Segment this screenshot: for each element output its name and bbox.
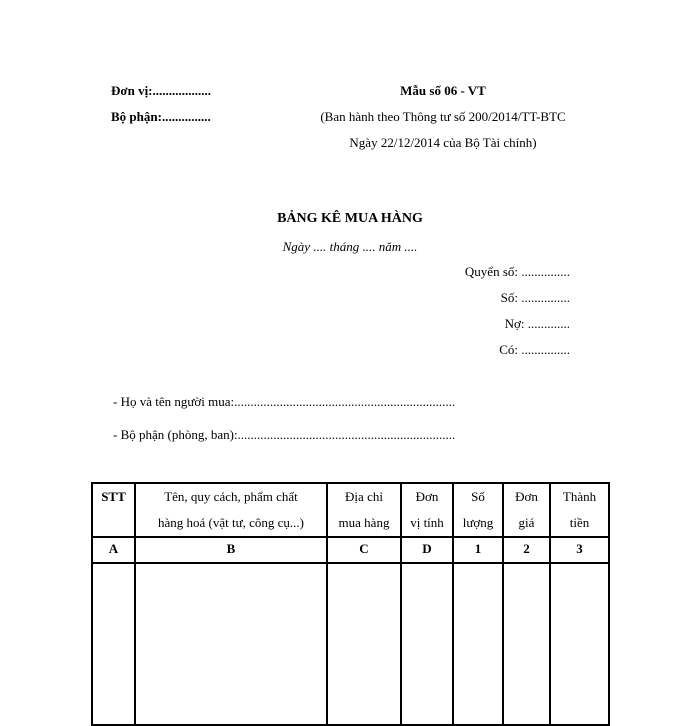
column-code: B xyxy=(135,537,327,563)
document-title: BẢNG KÊ MUA HÀNG xyxy=(277,211,423,226)
column-header-line: Thành xyxy=(562,489,597,504)
buyer-name-line: - Họ và tên người mua:.................................................................... xyxy=(113,394,456,409)
table-row xyxy=(92,563,609,725)
column-header-line: tiền xyxy=(569,515,590,530)
issued-date-note: Ngày 22/12/2014 của Bộ Tài chính) xyxy=(349,135,537,150)
column-header-line: lượng xyxy=(462,515,494,530)
table-cell xyxy=(327,563,401,725)
column-code: 2 xyxy=(503,537,550,563)
column-header-amount xyxy=(550,483,609,537)
column-header-line: vị tính xyxy=(410,515,444,530)
column-header-line: Đơn xyxy=(515,489,538,504)
ref-voucher-number: Số: ............... xyxy=(500,290,570,305)
column-code: D xyxy=(401,537,453,563)
column-header-stt xyxy=(92,483,135,537)
table-cell xyxy=(92,563,135,725)
column-header-address xyxy=(327,483,401,537)
column-header-line: mua hàng xyxy=(338,515,390,530)
column-code: 3 xyxy=(550,537,609,563)
buyer-department-line: - Bộ phận (phòng, ban):................................................................... xyxy=(113,427,456,442)
column-header-line: STT xyxy=(101,489,126,504)
column-code: C xyxy=(327,537,401,563)
table-cell xyxy=(453,563,503,725)
purchase-table xyxy=(91,482,610,726)
column-header-line: Số xyxy=(471,489,485,504)
column-header-quantity xyxy=(453,483,503,537)
form-number: Mẫu số 06 - VT xyxy=(400,83,486,98)
column-header-line: Địa chỉ xyxy=(345,489,383,504)
column-header-line: Tên, quy cách, phẩm chất xyxy=(164,489,298,504)
department-field: Bộ phận:............... xyxy=(111,109,211,124)
column-code: A xyxy=(92,537,135,563)
column-header-item xyxy=(135,483,327,537)
table-cell xyxy=(401,563,453,725)
ref-credit-account: Có: ............... xyxy=(499,342,570,357)
table-cell xyxy=(503,563,550,725)
column-header-unit-price xyxy=(503,483,550,537)
column-header-line: hàng hoá (vật tư, công cụ...) xyxy=(157,515,305,530)
ref-debit-account: Nợ: ............. xyxy=(504,316,570,331)
issued-by-note: (Ban hành theo Thông tư số 200/2014/TT-BTC xyxy=(320,109,566,124)
column-header-unit xyxy=(401,483,453,537)
column-code: 1 xyxy=(453,537,503,563)
table-cell xyxy=(135,563,327,725)
ref-book-number: Quyển số: ............... xyxy=(464,264,570,279)
column-header-line: giá xyxy=(518,515,535,530)
document-date-line: Ngày .... tháng .... năm .... xyxy=(282,239,418,254)
table-cell xyxy=(550,563,609,725)
org-unit-field: Đơn vị:.................. xyxy=(111,83,212,98)
column-header-line: Đơn xyxy=(415,489,439,504)
